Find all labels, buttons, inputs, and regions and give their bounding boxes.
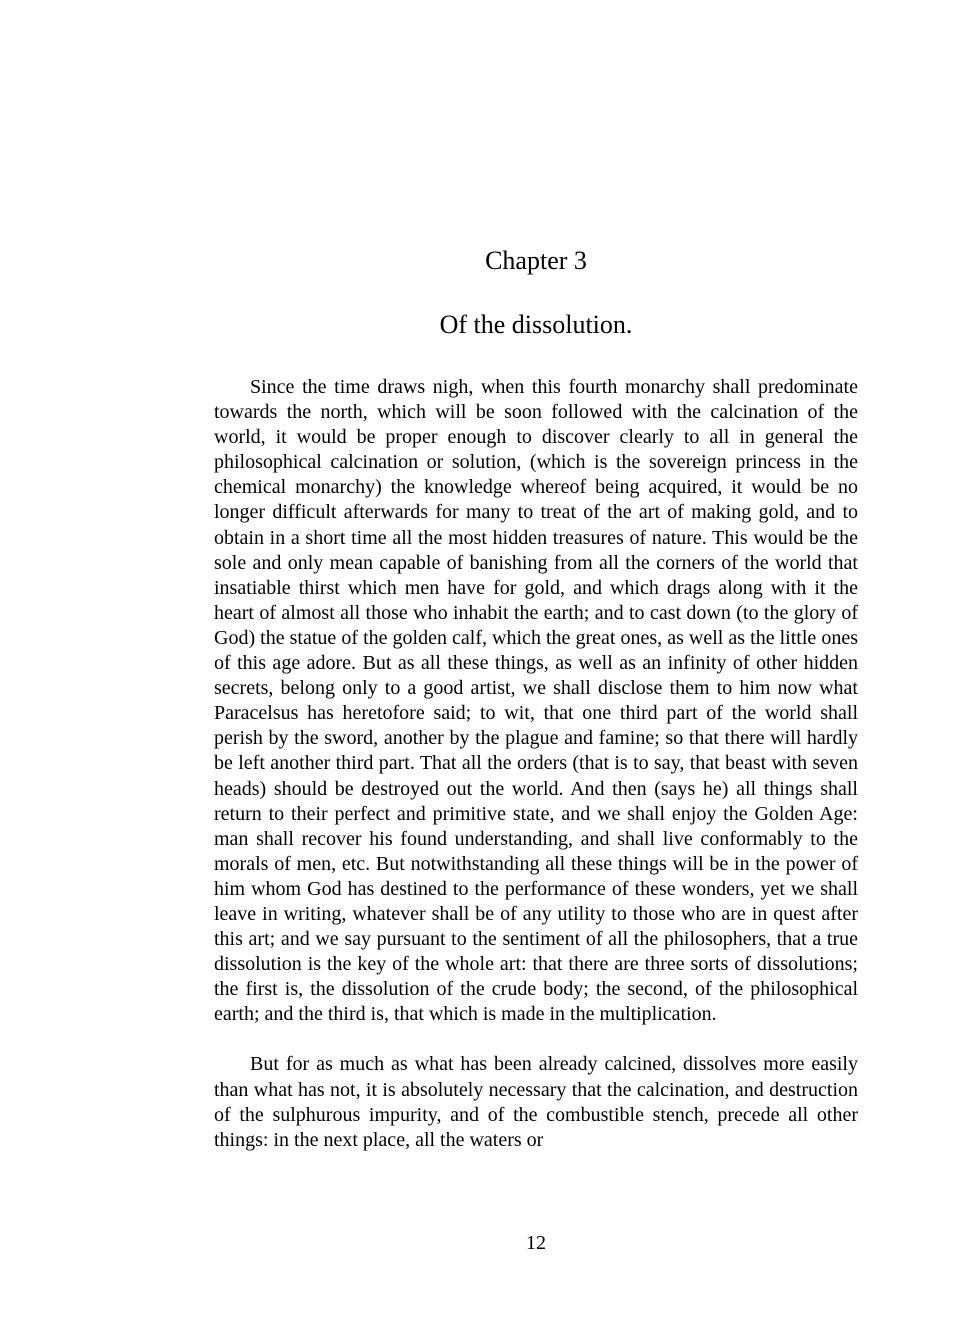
paragraph-spacer xyxy=(214,1027,858,1052)
paragraph: Since the time draws nigh, when this fourth monarchy shall predominate towards the north, which will be soon followed with the calcination of the world, it would be proper enough to discover clearly to all in general the philosophical calcination or solution, (which is the sovereign princess in the chemical monarchy) the knowledge whereof being acquired, it would be no longer difficult afterwards for many to treat of the art of making gold, and to obtain in a short time all the most hidden treasures of nature. This would be the sole and only mean capable of banishing from all the corners of the world that insatiable thirst which men have for gold, and which drags along with it the heart of almost all those who inhabit the earth; and to cast down (to the glory of God) the statue of the golden calf, which the great ones, as well as the little ones of this age adore. But as all these things, as well as an infinity of other hidden secrets, belong only to a good artist, we shall disclose them to him now what Paracelsus has heretofore said; to wit, that one third part of the world shall perish by the sword, another by the plague and famine; so that there will hardly be left another third part. That all the orders (that is to say, that beast with seven heads) should be destroyed out the world. And then (says he) all things shall return to their perfect and primitive state, and we shall enjoy the Golden Age: man shall recover his found understanding, and shall live conformably to the morals of men, etc. But notwithstanding all these things will be in the power of him whom God has destined to the performance of these wonders, yet we shall leave in writing, whatever shall be of any utility to those who are in quest after this art; and we say pursuant to the sentiment of all the philosophers, that a true dissolution is the key of the whole art: that there are three sorts of dissolutions; the first is, the dissolution of the crude body; the second, of the philosophical earth; and the third is, that which is made in the multiplication. xyxy=(214,376,858,1026)
page-number: 12 xyxy=(526,1232,546,1254)
chapter-number: Chapter 3 xyxy=(485,246,587,275)
chapter-body xyxy=(214,375,858,1153)
paragraph: But for as much as what has been already calcined, dissolves more easily than what has not, it is absolutely necessary that the calcination, and destruction of the sulphurous impurity, and of the combustible stench, precede all other things: in the next place, all the waters or xyxy=(214,1053,858,1151)
chapter-title: Of the dissolution. xyxy=(439,310,633,339)
